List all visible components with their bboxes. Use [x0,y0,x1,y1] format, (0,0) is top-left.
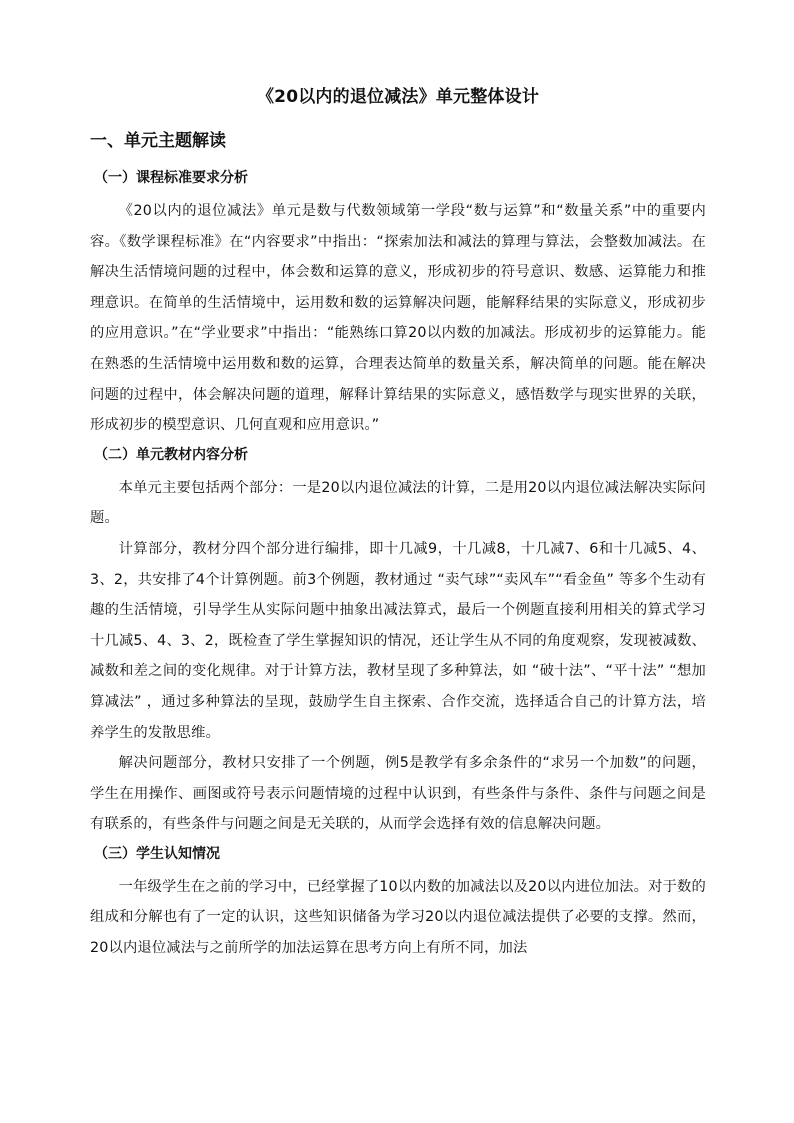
document-title: 《20以内的退位减法》单元整体设计 [256,87,540,107]
subsection-heading-student-cognition: （三）学生认知情况 [94,845,220,862]
paragraph-textbook-calculation: 计算部分，教材分四个部分进行编排，即十几减9，十几减8，十几减7、6和十几减5、4、3、2，共安排了4个计算例题。前3个例题，教材通过 “卖气球”“卖风车”“看金鱼” 等多个生动有趣的生活情境，引导学生从实际问题中抽象出减法算式，最后一个例题直接利用相关的算式学习十几减5、4、3、2，既检查了学生掌握知识的情况，还让学生从不同的角度观察，发现被减数、减数和差之间的变化规律。对于计算方法，教材呈现了多种算法，如 “破十法”、“平十法” “想加算减法” ，通过多种算法的呈现，鼓励学生自主探索、合作交流，选择适合自己的计算方法，培养学生的发散思维。 [90,540,706,741]
subsection-heading-textbook: （二）单元教材内容分析 [94,446,248,463]
subsection-heading-curriculum: （一）课程标准要求分析 [94,170,248,186]
paragraph-textbook-problem-solving: 解决问题部分，教材只安排了一个例题，例5是教学有多余条件的“求另一个加数”的问题，学生在用操作、画图或符号表示问题情境的过程中认识到，有些条件与条件、条件与问题之间是有联系的，有些条件与问题之间是无关联的，从而学会选择有效的信息解决问题。 [90,755,706,833]
paragraph-curriculum: 《20以内的退位减法》单元是数与代数领域第一学段“数与运算”和“数量关系”中的重要内容。《数学课程标准》在“内容要求”中指出：“探索加法和减法的算理与算法，会整数加减法。在解决生活情境问题的过程中，体会数和运算的意义，形成初步的符号意识、数感、运算能力和推理意识。在简单的生活情境中，运用数和数的运算解决问题，能解释结果的实际意义，形成初步的应用意识。”在“学业要求”中指出：“能熟练口算20以内数的加减法。形成初步的运算能力。能在熟悉的生活情境中运用数和数的运算，合理表达简单的数量关系，解决简单的问题。能在解决问题的过程中，体会解决问题的道理，解释计算结果的实际意义，感悟数学与现实世界的关联，形成初步的模型意识、几何直观和应用意识。” [90,203,706,434]
paragraph-student-cognition: 一年级学生在之前的学习中，已经掌握了10以内数的加减法以及20以内进位加法。对于数的组成和分解也有了一定的认识，这些知识储备为学习20以内退位减法提供了必要的支撑。然而，20以内退位减法与之前所学的加法运算在思考方向上有所不同，加法 [90,878,706,957]
paragraph-textbook-intro: 本单元主要包括两个部分：一是20以内退位减法的计算，二是用20以内退位减法解决实际问题。 [90,479,706,527]
section-heading-unit-theme: 一、单元主题解读 [90,131,226,151]
